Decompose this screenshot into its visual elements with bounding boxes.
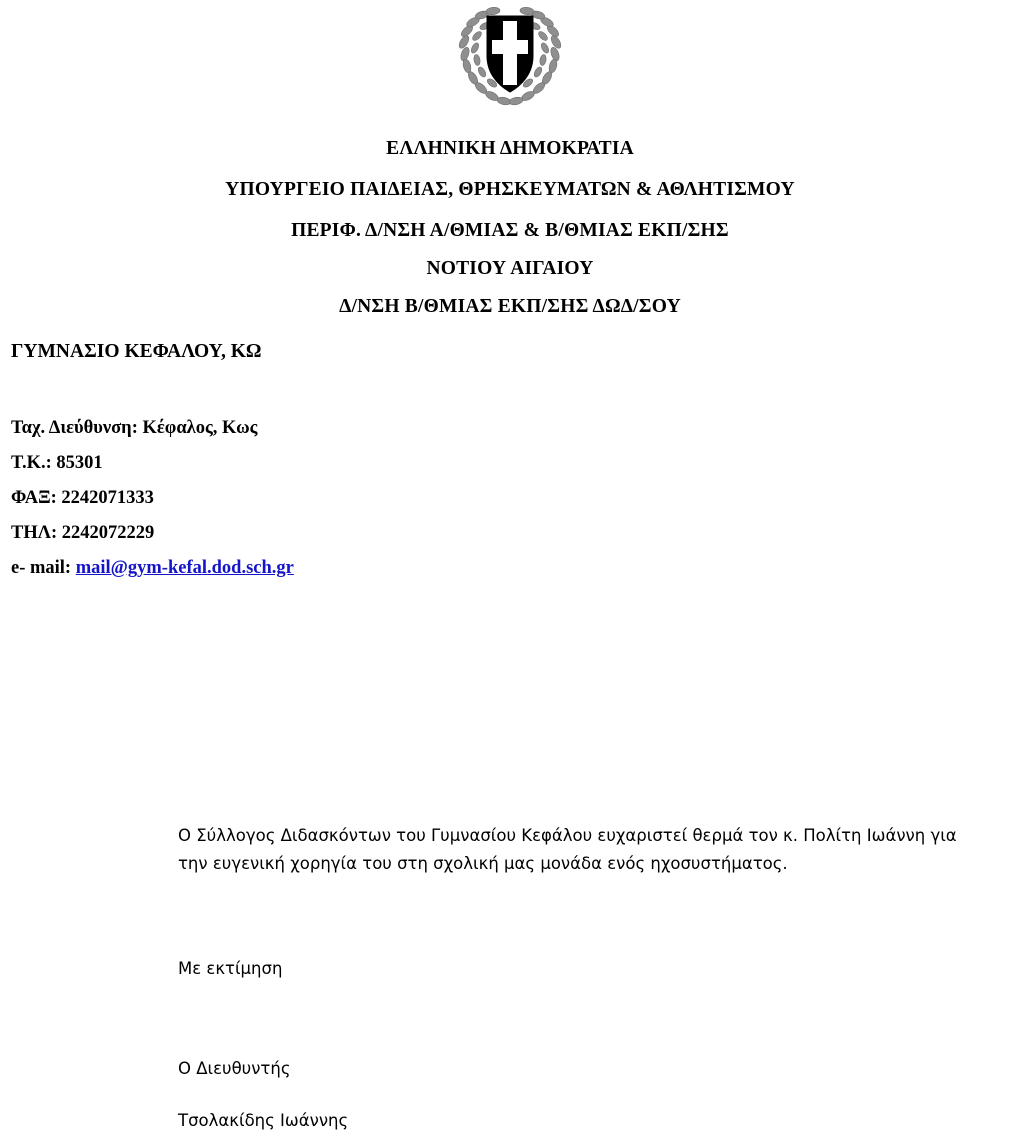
contact-email-row	[11, 556, 294, 581]
school-name: ΓΥΜΝΑΣΙΟ ΚΕΦΑΛΟΥ, ΚΩ	[11, 341, 262, 362]
greek-coat-of-arms-icon	[449, 2, 571, 114]
closing-line: Με εκτίμηση	[178, 959, 283, 978]
contact-details	[11, 416, 294, 581]
contact-phone: ΤΗΛ: 2242072229	[11, 523, 155, 543]
contact-address: Ταχ. Διεύθυνση: Κέφαλος, Κως	[11, 418, 258, 438]
contact-postal-code: Τ.Κ.: 85301	[11, 453, 103, 473]
contact-email-label: e- mail:	[11, 558, 76, 578]
contact-email-link[interactable]: mail@gym-kefal.dod.sch.gr	[75, 558, 294, 578]
header-line-republic: ΕΛΛΗΝΙΚΗ ΔΗΜΟΚΡΑΤΙΑ	[386, 138, 634, 159]
header-line-dodecanese-directorate: Δ/ΝΣΗ Β/ΘΜΙΑΣ ΕΚΠ/ΣΗΣ ΔΩΔ/ΣΟΥ	[339, 296, 681, 317]
header-line-south-aegean: ΝΟΤΙΟΥ ΑΙΓΑΙΟΥ	[426, 258, 594, 279]
header-line-ministry: ΥΠΟΥΡΓΕΙΟ ΠΑΙΔΕΙΑΣ, ΘΡΗΣΚΕΥΜΑΤΩΝ & ΑΘΛΗΤΙΣΜΟΥ	[225, 179, 795, 200]
document-body	[178, 822, 996, 878]
body-paragraph: Ο Σύλλογος Διδασκόντων του Γυμνασίου Κεφάλου ευχαριστεί θερμά τον κ. Πολίτη Ιωάννη για την ευγενική χορηγία του στη σχολική μας μονάδα ενός ηχοσυστήματος.	[178, 826, 957, 873]
document-header	[0, 136, 1020, 320]
signature-name: Τσολακίδης Ιωάννης	[178, 1111, 349, 1130]
header-line-regional-directorate: ΠΕΡΙΦ. Δ/ΝΣΗ Α/ΘΜΙΑΣ & Β/ΘΜΙΑΣ ΕΚΠ/ΣΗΣ	[291, 220, 729, 241]
emblem-container	[0, 2, 1020, 114]
signature-role: Ο Διευθυντής	[178, 1059, 291, 1078]
contact-fax: ΦΑΞ: 2242071333	[11, 488, 154, 508]
